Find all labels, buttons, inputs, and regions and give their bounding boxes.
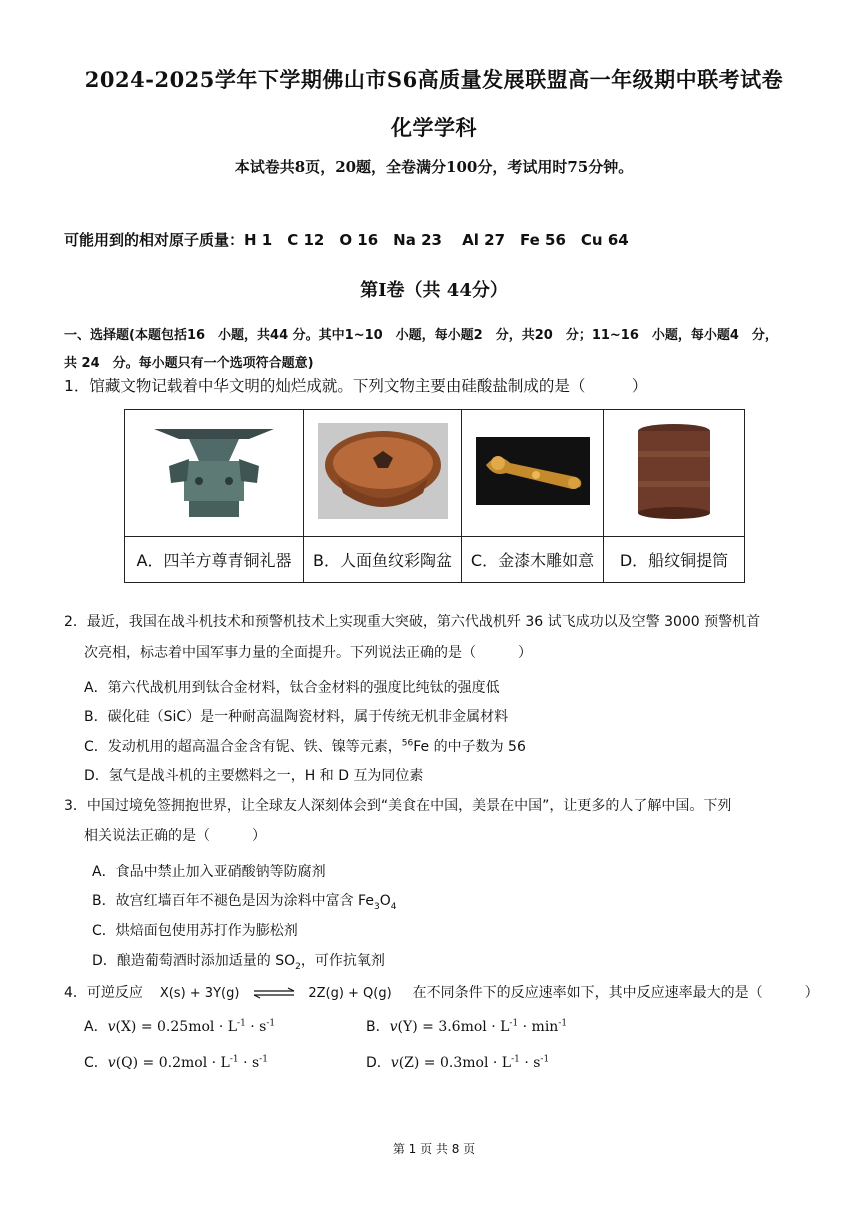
bronze-zun-image bbox=[149, 421, 279, 521]
q4-option-c: C．$v(Q) = 0.2mol \cdot L^{-1} \cdot s^{-1}$ bbox=[84, 1054, 268, 1071]
q4-option-d: D．$v(Z) = 0.3mol \cdot L^{-1} \cdot s^{-1}$ bbox=[366, 1054, 550, 1071]
part1-instructions-line2: 共 24 分。每小题只有一个选项符合题意) bbox=[64, 356, 314, 371]
q3-option-c: C．烘焙面包使用苏打作为膨松剂 bbox=[92, 923, 298, 939]
q4-products: 2Z(g) + Q(g) bbox=[308, 986, 392, 1001]
q3-option-d: D．酿造葡萄酒时添加适量的 $SO_2$，可作抗氧剂 bbox=[92, 953, 385, 972]
q4-reactants: X(s) + 3Y(g) bbox=[159, 986, 240, 1001]
q2-stem-line2: 次亮相，标志着中国军事力量的全面提升。下列说法正确的是（ ） bbox=[84, 645, 532, 661]
q4-stem: 4．可逆反应 X(s) + 3Y(g) 2Z(g) + Q(g) 在不同条件下的反应速率如下，其中反应速率最大的是（ ） bbox=[64, 985, 819, 1001]
exam-title: 2024-2025学年下学期佛山市S6高质量发展联盟高一年级期中联考试卷 bbox=[84, 67, 784, 92]
q3-option-b: B．故宫红墙百年不褪色是因为涂料中富含 $Fe_3O_4$ bbox=[92, 893, 397, 912]
relic-cell-c bbox=[462, 410, 604, 537]
equilibrium-arrow-icon bbox=[252, 987, 296, 999]
page-footer: 第 1 页 共 8 页 bbox=[392, 1142, 476, 1156]
q2-option-a: A．第六代战机用到钛合金材料，钛合金材料的强度比纯钛的强度低 bbox=[84, 680, 500, 696]
q1-option-c: C．金漆木雕如意 bbox=[462, 537, 604, 583]
lacquer-ruyi-image bbox=[476, 437, 590, 505]
q3-stem-line2: 相关说法正确的是（ ） bbox=[84, 828, 266, 844]
q1-option-b: B．人面鱼纹彩陶盆 bbox=[304, 537, 462, 583]
q3-stem-line1: 3．中国过境免签拥抱世界，让全球友人深刻体会到“美食在中国，美景在中国”，让更多的人了解中国。下列 bbox=[64, 798, 732, 814]
section-title: 第Ⅰ卷（共 44分） bbox=[360, 280, 508, 301]
bronze-tube-image bbox=[634, 421, 714, 521]
part1-instructions-line1: 一、选择题(本题包括16 小题，共44 分。其中1~10 小题，每小题2 分，共20 分；11~16 小题，每小题4 分， bbox=[64, 328, 778, 343]
q2-option-d: D．氢气是战斗机的主要燃料之一，H 和 D 互为同位素 bbox=[84, 768, 424, 784]
q1-option-d: D．船纹铜提筒 bbox=[604, 537, 745, 583]
q3-option-a: A．食品中禁止加入亚硝酸钠等防腐剂 bbox=[92, 864, 326, 880]
exam-instructions: 本试卷共8页，20题，全卷满分100分，考试用时75分钟。 bbox=[234, 158, 634, 176]
q4-option-b: B．$v(Y) = 3.6mol \cdot L^{-1} \cdot \min^{-1}$ bbox=[366, 1018, 568, 1035]
q2-option-b: B．碳化硅（SiC）是一种耐高温陶瓷材料，属于传统无机非金属材料 bbox=[84, 709, 509, 725]
subject-title: 化学学科 bbox=[391, 115, 477, 140]
q1-option-a: A．四羊方尊青铜礼器 bbox=[125, 537, 304, 583]
q1-relics-table bbox=[124, 409, 745, 583]
atomic-masses: 可能用到的相对原子质量：H 1 C 12 O 16 Na 23 Al 27 Fe 56 Cu 64 bbox=[64, 231, 629, 249]
painted-pottery-basin-image bbox=[318, 423, 448, 519]
q2-option-c: C．发动机用的超高温合金含有铌、铁、镍等元素，$^{56}$Fe 的中子数为 56 bbox=[84, 738, 526, 755]
relic-cell-b bbox=[304, 410, 462, 537]
q2-stem-line1: 2．最近，我国在战斗机技术和预警机技术上实现重大突破，第六代战机歼 36 试飞成功以及空警 3000 预警机首 bbox=[64, 614, 761, 630]
q1-stem: 1．馆藏文物记载着中华文明的灿烂成就。下列文物主要由硅酸盐制成的是（ ） bbox=[64, 377, 648, 395]
relic-cell-a bbox=[125, 410, 304, 537]
relic-cell-d bbox=[604, 410, 745, 537]
q4-option-a: A．$v(X) = 0.25mol \cdot L^{-1} \cdot s^{-1}$ bbox=[84, 1018, 276, 1035]
